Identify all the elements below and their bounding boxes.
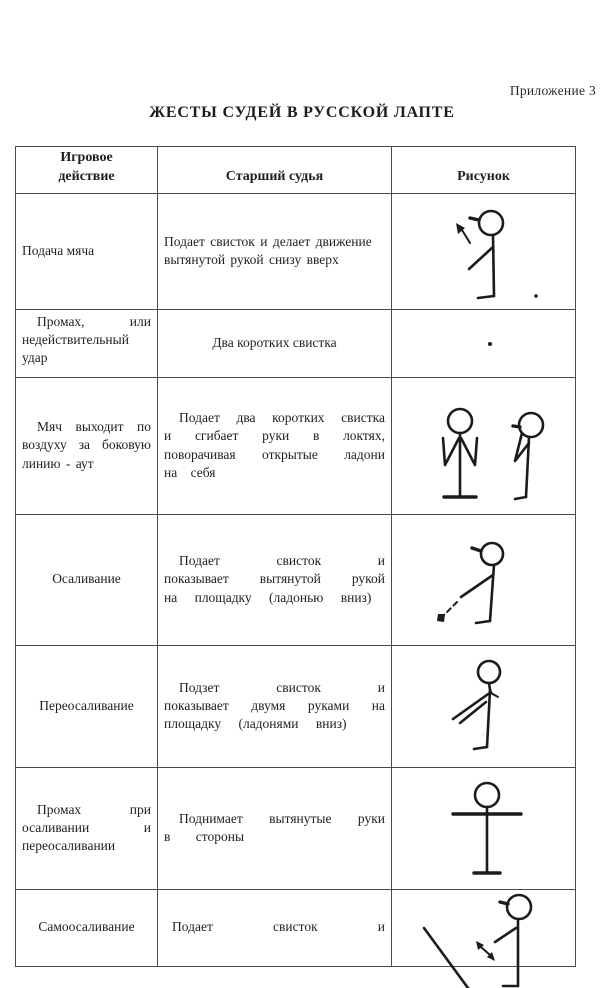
referee-point-down-dashed-arrow-icon <box>398 518 580 642</box>
table-row <box>16 514 576 645</box>
action-cell: Мяч выходит по воздуху за боковую линию - аут <box>16 377 158 514</box>
dot-mark-icon <box>398 313 580 374</box>
figure-cell <box>392 309 576 377</box>
referee-cell: Два коротких свистка <box>158 309 392 377</box>
figure-cell <box>392 767 576 889</box>
header-picture: Рисунок <box>392 147 576 194</box>
referee-cell: Поднимает вытянутые руки в стороны <box>158 767 392 889</box>
referee-arms-out-t-pose-icon <box>398 771 580 886</box>
action-cell: Подача мяча <box>16 193 158 309</box>
table-row <box>16 309 576 377</box>
table-row <box>16 889 576 966</box>
action-cell: Самоосаливание <box>16 889 158 966</box>
appendix-annotation: Приложение 3 <box>509 83 596 98</box>
table-row <box>16 193 576 309</box>
figure-cell <box>392 645 576 767</box>
referee-cell: Подает свисток и <box>158 889 392 966</box>
two-referees-bent-elbows-icon <box>398 381 580 511</box>
referee-cell: Подает свисток и делает движение вытянутой рукой снизу вверх <box>158 193 392 309</box>
figure-cell <box>392 193 576 309</box>
referee-two-arms-down-icon <box>398 649 580 764</box>
referee-cell: Подает свисток и показывает вытянутой рукой на площадку (ладонью вниз) <box>158 514 392 645</box>
action-cell: Промах, или недействительный удар <box>16 309 158 377</box>
gestures-table <box>15 146 576 967</box>
referee-at-line-double-arrow-icon <box>392 890 574 988</box>
referee-whistle-arm-sweep-up-icon <box>398 197 580 306</box>
action-cell: Переосаливание <box>16 645 158 767</box>
table-row <box>16 767 576 889</box>
table-row <box>16 645 576 767</box>
action-cell: Промах при осаливании и переосаливании <box>16 767 158 889</box>
table-header-row <box>16 147 576 194</box>
header-game-action: Игровое действие <box>16 147 158 194</box>
referee-cell: Подает два коротких свистка и сгибает руки в локтях, поворачивая открытые ладони на себя <box>158 377 392 514</box>
figure-cell <box>392 514 576 645</box>
header-senior-referee: Старший судья <box>158 147 392 194</box>
table-row <box>16 377 576 514</box>
figure-cell <box>392 377 576 514</box>
action-cell: Осаливание <box>16 514 158 645</box>
page-title: ЖЕСТЫ СУДЕЙ В РУССКОЙ ЛАПТЕ <box>149 104 455 121</box>
figure-cell <box>392 889 576 966</box>
referee-cell: Подзет свисток и показывает двумя руками на площадку (ладонями вниз) <box>158 645 392 767</box>
